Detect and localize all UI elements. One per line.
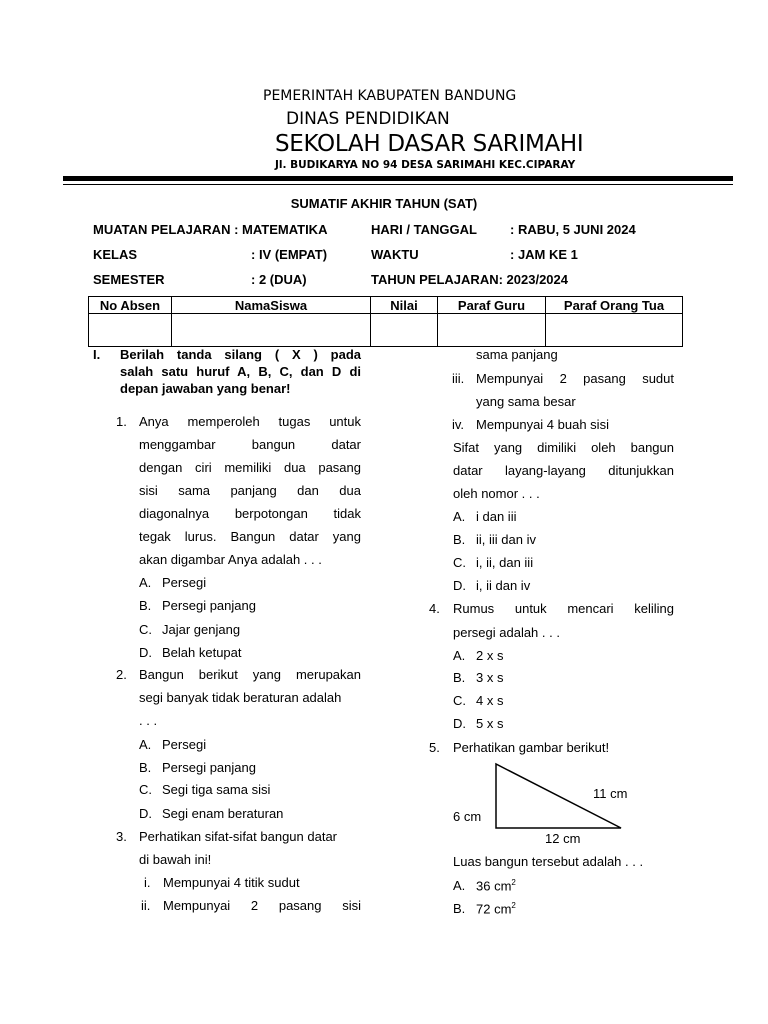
property-number: i. (144, 875, 151, 890)
option-letter: B. (453, 670, 466, 685)
property-text: sama panjang (476, 347, 558, 362)
option-text: 2 x s (476, 648, 504, 663)
option-letter: D. (139, 645, 152, 660)
class-label: KELAS (93, 247, 138, 262)
question-text-line: Sifat yang dimiliki oleh bangun (453, 440, 674, 455)
cell-paraf-orang-tua[interactable] (546, 314, 683, 347)
question-text-line: persegi adalah . . . (453, 625, 560, 640)
triangle-hypotenuse-label: 11 cm (593, 786, 628, 801)
option-text: Segi enam beraturan (162, 806, 284, 821)
section-instruction-line: salah satu huruf A, B, C, dan D di (120, 364, 361, 379)
property-number: iii. (452, 371, 465, 386)
option-text: Jajar genjang (162, 622, 241, 637)
option-text: 72 $cm^2$ (476, 901, 516, 917)
question-text-line: Bangun berikut yang merupakan (139, 667, 361, 682)
question-text-line: diagonalnya berpotongan tidak (139, 506, 361, 521)
header-school-name: SEKOLAH DASAR SARIMAHI (275, 131, 584, 157)
question-text-line: menggambar bangun datar (139, 437, 361, 452)
property-text: Mempunyai 4 titik sudut (163, 875, 300, 890)
question-text-line: tegak lurus. Bangun datar yang (139, 529, 361, 544)
cell-nilai[interactable] (371, 314, 438, 347)
option-letter: B. (139, 760, 152, 775)
header-government: PEMERINTAH KABUPATEN BANDUNG (263, 88, 517, 104)
question-number: 5. (429, 740, 440, 755)
table-row (89, 314, 683, 347)
triangle-height-label: 6 cm (453, 809, 482, 824)
option-text: 36 $cm^2$ (476, 878, 516, 894)
question-text-line: . . . (139, 713, 158, 728)
cell-nama-siswa[interactable] (172, 314, 371, 347)
option-letter: A. (139, 575, 152, 590)
question-text-line: Anya memperoleh tugas untuk (139, 414, 361, 429)
option-text: ii, iii dan iv (476, 532, 536, 547)
option-text: 4 x s (476, 693, 504, 708)
option-letter: A. (453, 648, 466, 663)
question-text-line: oleh nomor . . . (453, 486, 540, 501)
question-text-line: Rumus untuk mencari keliling (453, 601, 674, 616)
option-text: Persegi (162, 737, 207, 752)
school-year-label: TAHUN PELAJARAN: 2023/2024 (371, 272, 568, 287)
col-nama-siswa: NamaSiswa (172, 297, 371, 314)
option-letter: D. (453, 716, 466, 731)
semester-value: : 2 (DUA) (251, 272, 307, 287)
col-paraf-guru: Paraf Guru (438, 297, 546, 314)
question-text-line: Luas bangun tersebut adalah . . . (453, 854, 644, 869)
property-number: ii. (141, 898, 151, 913)
property-text: Mempunyai 4 buah sisi (476, 417, 609, 432)
header-divider-thin (63, 184, 733, 185)
question-number: 2. (116, 667, 127, 682)
option-letter: D. (139, 806, 152, 821)
option-text: Segi tiga sama sisi (162, 782, 271, 797)
option-text: i dan iii (476, 509, 517, 524)
section-instruction-line: depan jawaban yang benar! (120, 381, 291, 396)
header-divider-thick (63, 176, 733, 181)
class-value: : IV (EMPAT) (251, 247, 328, 262)
day-label: HARI / TANGGAL (371, 222, 477, 237)
time-value: : JAM KE 1 (510, 247, 578, 262)
section-number: I. (93, 347, 101, 362)
col-paraf-orang-tua: Paraf Orang Tua (546, 297, 683, 314)
option-text: Belah ketupat (162, 645, 242, 660)
option-text: 5 x s (476, 716, 504, 731)
exam-title: SUMATIF AKHIR TAHUN (SAT) (290, 196, 478, 211)
property-text: yang sama besar (476, 394, 576, 409)
question-number: 4. (429, 601, 440, 616)
cell-no-absen[interactable] (89, 314, 172, 347)
option-letter: A. (453, 878, 466, 893)
question-text-line: datar layang-layang ditunjukkan (453, 463, 674, 478)
question-text-line: segi banyak tidak beraturan adalah (139, 690, 342, 705)
header-address: Jl. BUDIKARYA NO 94 DESA SARIMAHI KEC.CIPARAY (275, 159, 576, 171)
option-letter: C. (139, 782, 152, 797)
question-text-line: Perhatikan sifat-sifat bangun datar (139, 829, 338, 844)
col-no-absen: No Absen (89, 297, 172, 314)
property-text: Mempunyai 2 pasang sisi (163, 898, 361, 913)
day-value: : RABU, 5 JUNI 2024 (510, 222, 636, 237)
option-text: Persegi (162, 575, 207, 590)
section-instruction-line: Berilah tanda silang ( X ) pada (120, 347, 361, 362)
time-label: WAKTU (371, 247, 419, 262)
table-header-row (89, 297, 683, 314)
header-department: DINAS PENDIDIKAN (286, 109, 450, 129)
semester-label: SEMESTER (93, 272, 165, 287)
cell-paraf-guru[interactable] (438, 314, 546, 347)
subject-label: MUATAN PELAJARAN : MATEMATIKA (93, 222, 328, 237)
option-letter: D. (453, 578, 466, 593)
question-text-line: akan digambar Anya adalah . . . (139, 552, 322, 567)
property-text: Mempunyai 2 pasang sudut (476, 371, 674, 386)
option-text: Persegi panjang (162, 760, 256, 775)
option-letter: B. (453, 901, 466, 916)
col-nilai: Nilai (371, 297, 438, 314)
option-text: Persegi panjang (162, 598, 256, 613)
question-number: 3. (116, 829, 127, 844)
option-text: i, ii dan iv (476, 578, 531, 593)
option-letter: C. (453, 555, 466, 570)
option-text: 3 x s (476, 670, 504, 685)
option-text: i, ii, dan iii (476, 555, 534, 570)
option-letter: A. (139, 737, 152, 752)
option-letter: B. (139, 598, 152, 613)
question-number: 1. (116, 414, 127, 429)
option-letter: C. (139, 622, 152, 637)
option-letter: B. (453, 532, 466, 547)
property-number: iv. (452, 417, 465, 432)
question-text-line: sisi sama panjang dan dua (139, 483, 361, 498)
option-letter: C. (453, 693, 466, 708)
question-text-line: di bawah ini! (139, 852, 212, 867)
question-text-line: Perhatikan gambar berikut! (453, 740, 610, 755)
question-text-line: dengan ciri memiliki dua pasang (139, 460, 361, 475)
triangle-base-label: 12 cm (545, 831, 581, 846)
option-letter: A. (453, 509, 466, 524)
student-identity-table (88, 296, 683, 347)
